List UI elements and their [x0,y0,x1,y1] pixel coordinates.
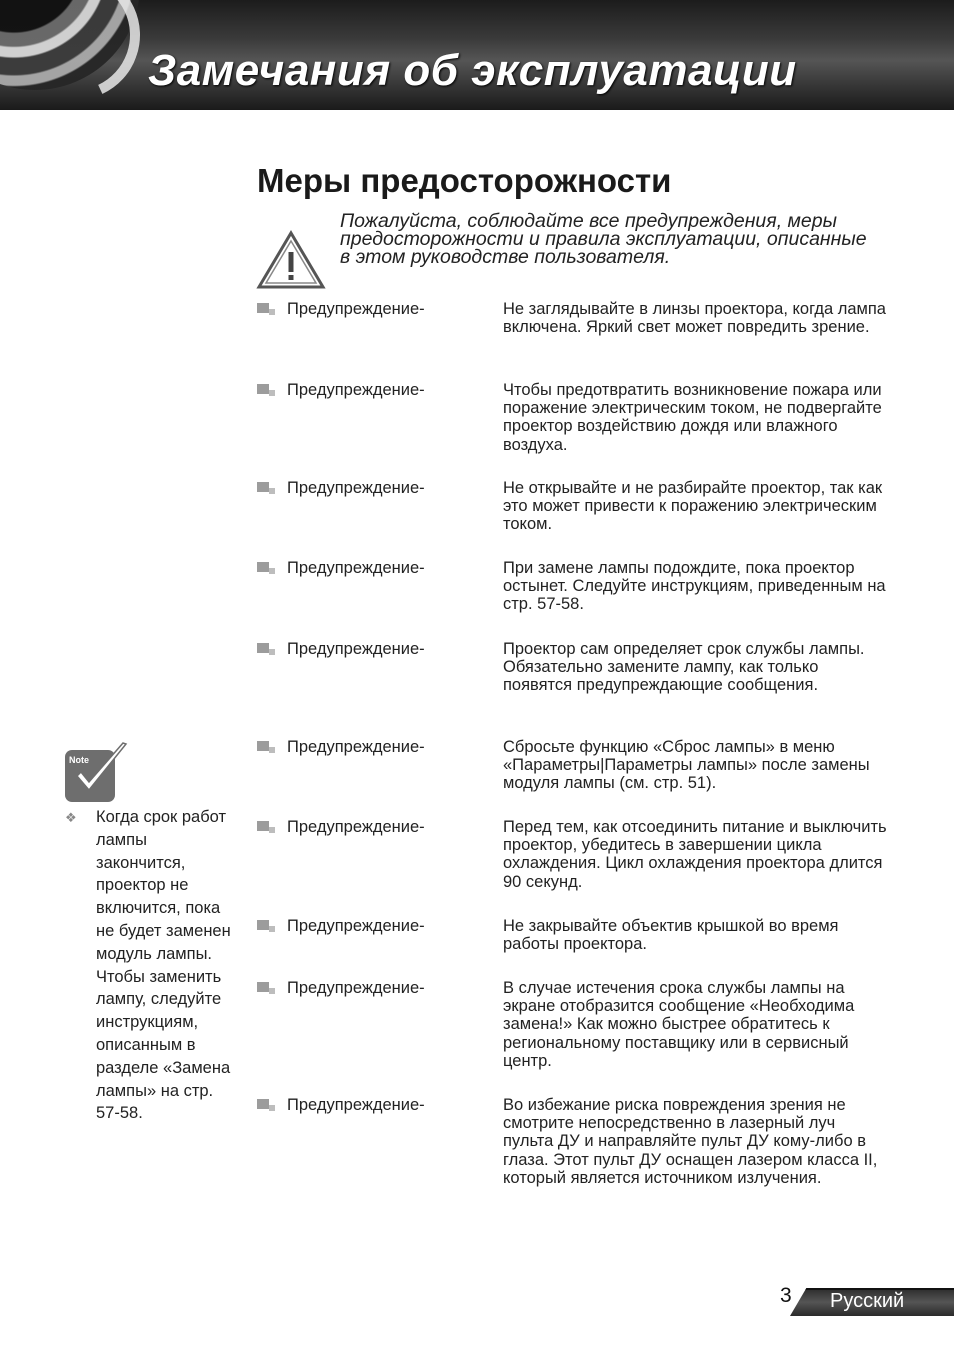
warning-label: Предупреждение- [287,559,425,577]
warning-text: Во избежание риска повреждения зрения не смотрите непосредственно в лазерный луч пульта ДУ и направляйте пульт ДУ кому-либо в глаза. Этот пульт ДУ оснащен лазером класса II, который является источником излучения. [503,1096,878,1187]
page-header [0,0,954,110]
warning-label: Предупреждение- [287,300,425,318]
note-bullet-icon: ❖ [65,810,77,825]
warning-text: Проектор сам определяет срок службы лампы. Обязательно замените лампу, как только появятся предупреждающие сообщения. [503,640,865,695]
warning-text: Сбросьте функцию «Сброс лампы» в меню «Параметры|Параметры лампы» после замены модуля лампы (см. стр. 51). [503,738,870,793]
note-text: Когда срок работ лампы закончится, проектор не включится, пока не будет заменен модуль лампы. Чтобы заменить лампу, следуйте инструкциям, описанным в разделе «Замена лампы» на стр. 57-58. [96,808,231,1123]
note-checkmark-icon [64,742,128,804]
warning-label: Предупреждение- [287,381,425,399]
warning-text: Перед тем, как отсоединить питание и выключить проектор, убедитесь в завершении цикла охлаждения. Цикл охлаждения проектора длится 90 секунд. [503,818,887,891]
bullet-square-icon [257,384,275,398]
warning-text: В случае истечения срока службы лампы на экране отобразится сообщение «Необходима замена!» Как можно быстрее обратитесь к региональному поставщику или в сервисный центр. [503,979,855,1070]
warning-label: Предупреждение- [287,1096,425,1114]
warning-triangle-icon [256,230,326,290]
bullet-square-icon [257,982,275,996]
bullet-square-icon [257,482,275,496]
page-title: Замечания об эксплуатации [148,46,797,95]
warning-label: Предупреждение- [287,979,425,997]
warning-text: Не заглядывайте в линзы проектора, когда лампа включена. Яркий свет может повредить зрение. [503,300,886,337]
lens-highlight-graphic [0,0,158,110]
bullet-square-icon [257,920,275,934]
warning-text: При замене лампы подождите, пока проектор остынет. Следуйте инструкциям, приведенным на стр. 57-58. [503,559,886,614]
bullet-square-icon [257,562,275,576]
language-label: Русский [830,1290,905,1312]
warning-label: Предупреждение- [287,738,425,756]
note-badge-label: Note [69,755,89,765]
warning-label: Предупреждение- [287,640,425,658]
warning-label: Предупреждение- [287,479,425,497]
intro-text: Пожалуйста, соблюдайте все предупреждения, меры предосторожности и правила эксплуатации, описанные в этом руководстве пользователя. [340,210,867,268]
page-number: 3 [780,1284,792,1307]
bullet-square-icon [257,1099,275,1113]
section-title: Меры предосторожности [257,162,672,199]
bullet-square-icon [257,643,275,657]
warning-text: Чтобы предотвратить возникновение пожара или поражение электрическим током, не подвергайте проектор воздействию дождя или влажного воздуха. [503,381,882,454]
warning-label: Предупреждение- [287,818,425,836]
bullet-square-icon [257,821,275,835]
bullet-square-icon [257,303,275,317]
bullet-square-icon [257,741,275,755]
warning-label: Предупреждение- [287,917,425,935]
warning-text: Не открывайте и не разбирайте проектор, так как это может привести к поражению электрическим током. [503,479,883,534]
warning-text: Не закрывайте объектив крышкой во время работы проектора. [503,917,839,954]
